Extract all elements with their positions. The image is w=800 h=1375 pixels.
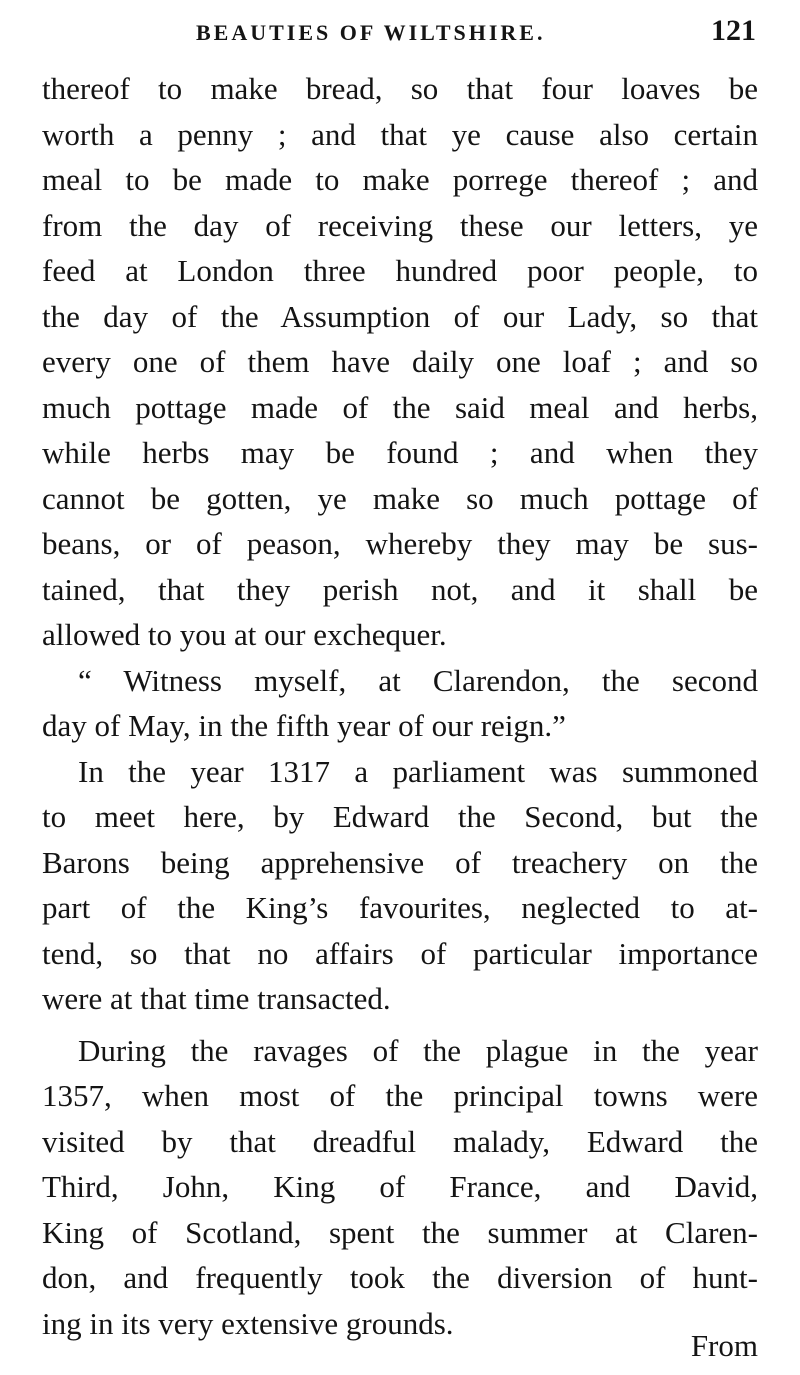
text-line: visited by that dreadful malady, Edward the — [42, 1123, 758, 1159]
text-line: cannot be gotten, ye make so much pottage of — [42, 480, 758, 516]
text-line: King of Scotland, spent the summer at Claren- — [42, 1214, 758, 1250]
text-line: don, and frequently took the diversion of hunt- — [42, 1260, 758, 1295]
text-line: thereof to make bread, so that four loaves be — [42, 71, 758, 106]
text-line: feed at London three hundred poor people, to — [42, 253, 758, 288]
running-title: BEAUTIES OF WILTSHIRE. — [196, 20, 546, 45]
text-line: every one of them have daily one loaf ; and so — [42, 344, 758, 379]
text-line-paragraph-end: day of May, in the fifth year of our reign.” — [42, 708, 566, 743]
text-line: Barons being apprehensive of treachery on the — [42, 844, 758, 880]
text-line: tend, so that no affairs of particular importance — [42, 935, 758, 971]
text-line: from the day of receiving these our letters, ye — [42, 207, 758, 243]
text-line: meal to be made to make porrege thereof ; and — [42, 162, 758, 197]
text-line: while herbs may be found ; and when they — [42, 435, 758, 470]
text-line: to meet here, by Edward the Second, but the — [42, 799, 758, 834]
text-line: Third, John, King of France, and David, — [42, 1169, 758, 1204]
text-line: tained, that they perish not, and it shall be — [42, 571, 758, 607]
text-line: 1357, when most of the principal towns were — [42, 1078, 758, 1113]
page-number: 121 — [711, 14, 756, 47]
text-line: worth a penny ; and that ye cause also certain — [42, 116, 758, 152]
catchword: From — [690, 1328, 758, 1363]
text-line: In the year 1317 a parliament was summoned — [78, 753, 758, 789]
text-line-quote: “ Witness myself, at Clarendon, the second — [78, 662, 758, 698]
text-line: the day of the Assumption of our Lady, so that — [42, 298, 758, 334]
text-line: During the ravages of the plague in the year — [78, 1032, 758, 1068]
running-header — [0, 14, 800, 54]
text-line: beans, or of peason, whereby they may be sus- — [42, 526, 758, 561]
text-line-paragraph-end: ing in its very extensive grounds. — [42, 1305, 454, 1341]
body-text — [42, 66, 758, 1346]
text-line-paragraph-end: allowed to you at our exchequer. — [42, 617, 447, 652]
text-line: part of the King’s favourites, neglected to at- — [42, 890, 758, 925]
text-line-paragraph-end: were at that time transacted. — [42, 981, 391, 1016]
text-line: much pottage made of the said meal and herbs, — [42, 389, 758, 425]
